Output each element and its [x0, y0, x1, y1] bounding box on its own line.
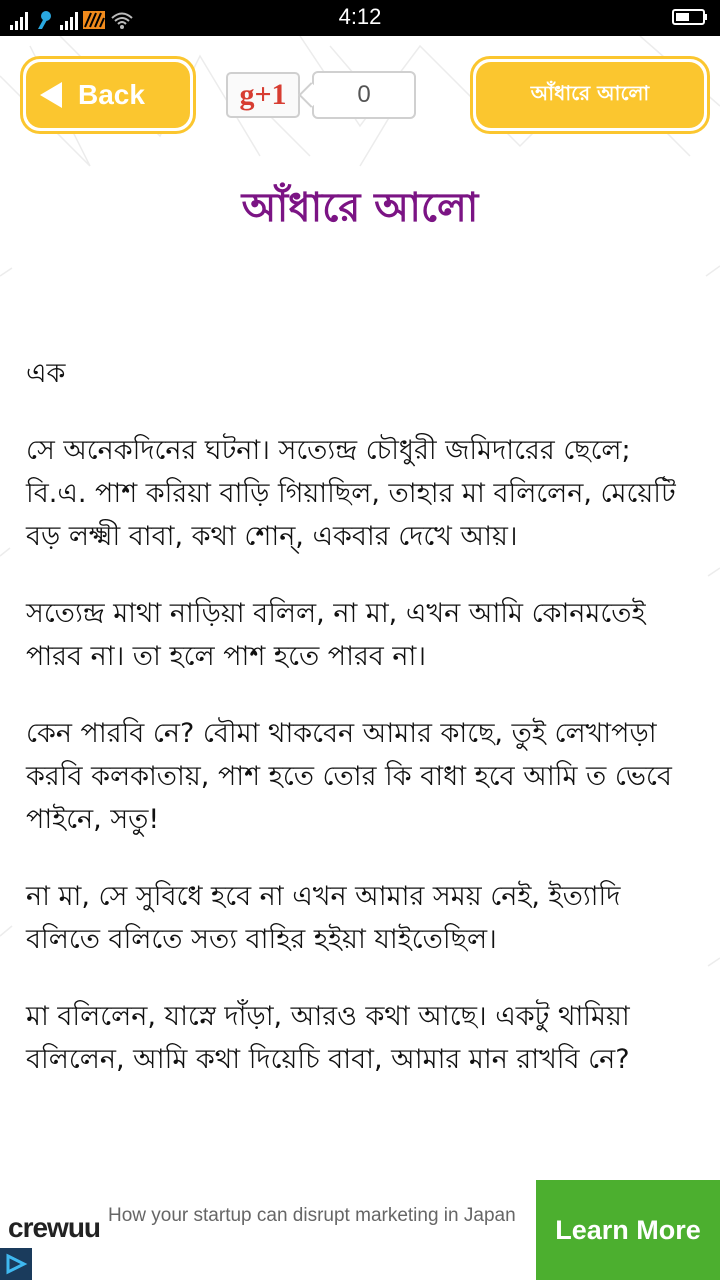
story-paragraph: না মা, সে সুবিধে হবে না এখন আমার সময় নেই, ইত্যাদি বলিতে বলিতে সত্য বাহির হইয়া যাইতেছিল। [26, 881, 621, 955]
story-content [26, 352, 698, 1115]
story-paragraph: এক [26, 358, 66, 389]
ad-text[interactable]: How your startup can disrupt marketing in Japan [108, 1205, 516, 1226]
story-paragraph: কেন পারবি নে? বৌমা থাকবেন আমার কাছে, তুই লেখাপড়া করবি কলকাতায়, পাশ হতে তোর কি বাধা হবে আমি ত ভেবে পাইনে, সতু! [26, 718, 672, 835]
ad-brand-logo: crewuu [8, 1212, 101, 1243]
back-button-label: Back [78, 79, 145, 110]
story-paragraph: সত্যেন্দ্র মাথা নাড়িয়া বলিল, না মা, এখন আমি কোনমতেই পারব না। তা হলে পাশ হতে পারব না। [26, 598, 646, 672]
status-time: 4:12 [338, 4, 382, 29]
back-button-face[interactable] [26, 62, 190, 128]
learn-more-button[interactable] [536, 1180, 720, 1280]
google-plus-one-label: g+1 [239, 78, 287, 111]
page-title: আঁধারে আলো [241, 185, 479, 231]
adchoices-icon[interactable] [0, 1248, 32, 1280]
plus-one-count [312, 71, 416, 119]
status-bar [0, 0, 720, 36]
google-plus-one-button[interactable] [226, 72, 300, 118]
title-button-label: আঁধারে আলো [530, 80, 650, 105]
plus-one-count-value: 0 [357, 81, 371, 108]
story-paragraph: সে অনেকদিনের ঘটনা। সত্যেন্দ্র চৌধুরী জমিদারের ছেলে; বি.এ. পাশ করিয়া বাড়ি গিয়াছিল, তাহার মা বলিলেন, মেয়েটি বড় লক্ষ্মী বাবা, কথা শোন্‌, একবার দেখে আয়। [26, 435, 676, 552]
title-button[interactable] [470, 56, 710, 134]
back-button[interactable] [20, 56, 196, 134]
back-arrow-icon [38, 80, 64, 110]
story-paragraph: মা বলিলেন, যাস্নে দাঁড়া, আরও কথা আছে। একটু থামিয়া বলিলেন, আমি কথা দিয়েচি বাবা, আমার মান রাখবি নে? [26, 1001, 630, 1075]
battery-icon [672, 9, 708, 25]
title-button-face[interactable] [476, 62, 704, 128]
learn-more-label: Learn More [555, 1214, 701, 1245]
ad-banner[interactable] [0, 1180, 720, 1280]
